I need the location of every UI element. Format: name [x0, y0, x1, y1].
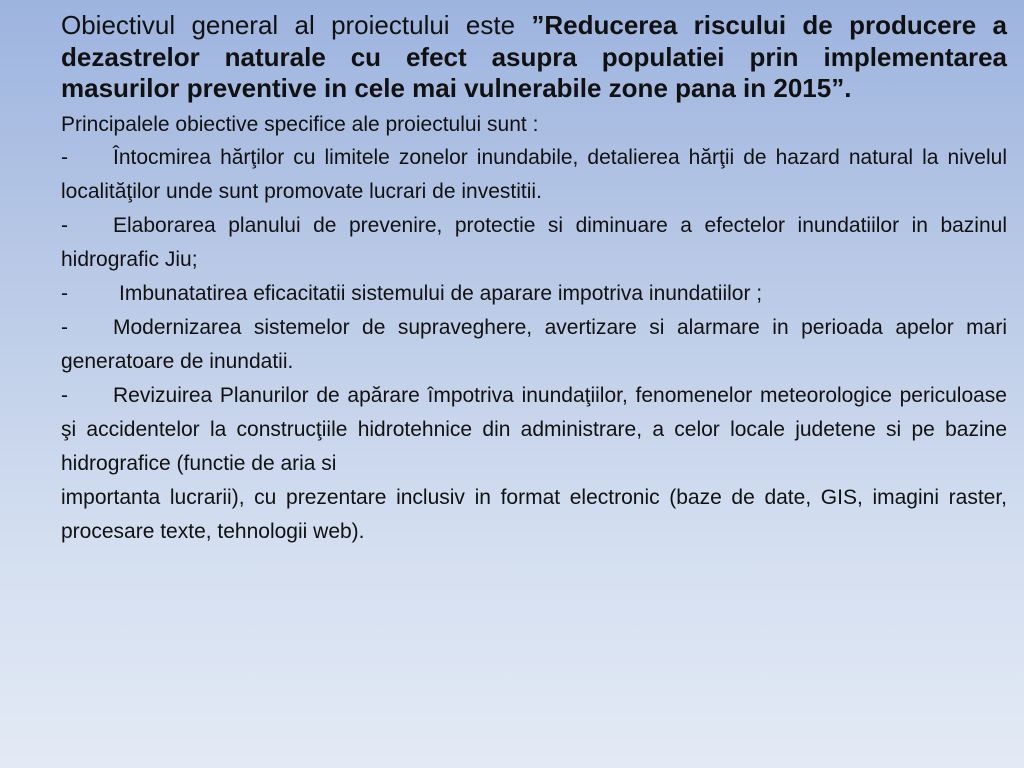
objective-item: [61, 379, 1007, 481]
objective-item: [61, 141, 1007, 209]
objective-marker: -: [61, 383, 68, 407]
general-objective-paragraph: [61, 10, 1007, 105]
slide-content: [61, 10, 1007, 549]
objective-text: Imbunatatirea eficacitatii sistemului de aparare impotriva inundatiilor ;: [119, 281, 763, 305]
objective-item: [61, 277, 1007, 311]
objective-text: Întocmirea hărţilor cu limitele zonelor inundabile, detalierea hărţii de hazard natural la nivelul localităţilor unde sunt promovate lucrari de investitii.: [61, 145, 1007, 203]
objective-text: Modernizarea sistemelor de supraveghere, avertizare si alarmare in perioada apelor mari generatoare de inundatii.: [61, 315, 1007, 373]
objective-marker: -: [61, 145, 68, 169]
objective-marker: -: [61, 281, 68, 305]
general-objective-prefix: Obiectivul general al proiectului este: [61, 10, 532, 40]
general-objective-statement: ”Reducerea riscului de producere a dezastrelor naturale cu efect asupra populatiei prin implementarea masurilor preventive in cele mai vulnerabile zone pana in 2015”.: [61, 10, 1007, 103]
objective-text: Revizuirea Planurilor de apărare împotriva inundaţiilor, fenomenelor meteorologice periculoase şi accidentelor la construcţiile hidrotehnice din administrare, a celor locale judetene si pe bazine hidrografice (functie de aria si: [61, 383, 1007, 475]
objective-continuation: importanta lucrarii), cu prezentare inclusiv in format electronic (baze de date, GIS, imagini raster, procesare texte, tehnologii web).: [61, 485, 1007, 543]
objective-item: [61, 311, 1007, 379]
specific-objectives-heading: Principalele obiective specifice ale proiectului sunt :: [61, 112, 539, 136]
objective-item: [61, 209, 1007, 277]
objective-text: Elaborarea planului de prevenire, protectie si diminuare a efectelor inundatiilor in bazinul hidrografic Jiu;: [61, 213, 1007, 271]
objective-marker: -: [61, 213, 68, 237]
objective-marker: -: [61, 315, 68, 339]
